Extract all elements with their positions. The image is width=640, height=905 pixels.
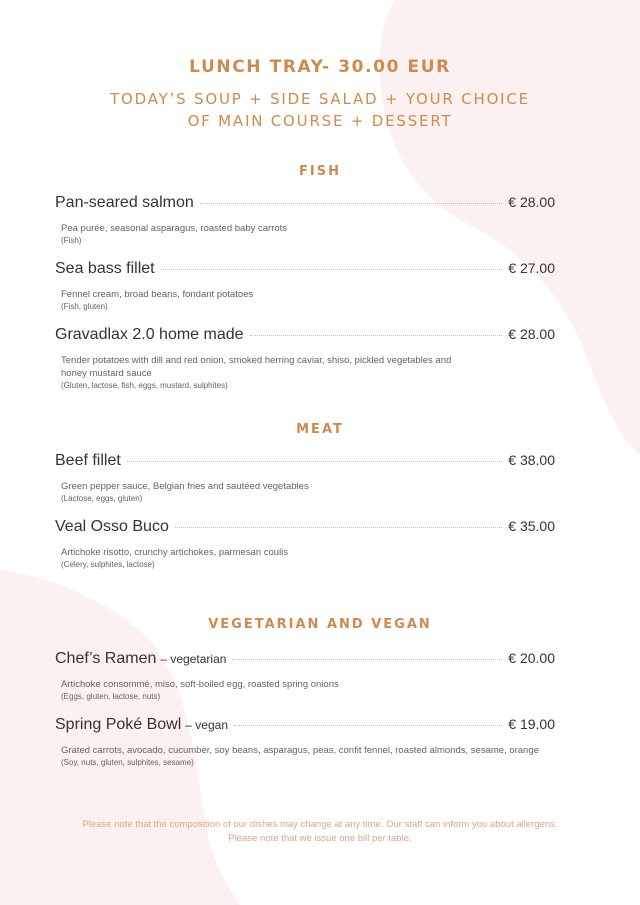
item-price: € 38.00: [508, 452, 555, 468]
subtitle-line-1: TODAY’S SOUP + SIDE SALAD + YOUR CHOICE: [110, 90, 530, 108]
section-title-meat: MEAT: [296, 422, 344, 437]
item-name: Sea bass fillet: [55, 260, 155, 277]
item-price: € 27.00: [508, 260, 555, 276]
menu-subtitle: [0, 88, 640, 132]
footer-note-line-1: Please note that the composition of our dishes may change at any time. Our staff can inform you about allergens.: [82, 819, 558, 830]
item-description: Pea purée, seasonal asparagus, roasted baby carrots: [61, 223, 288, 234]
section-title-fish: FISH: [299, 164, 341, 179]
item-description: Artichoke consommé, miso, soft-boiled egg, roasted spring onions: [61, 679, 339, 690]
item-allergens: (Fish): [61, 236, 82, 245]
item-name: Chef’s Ramen: [55, 650, 157, 667]
footer-note: [0, 818, 640, 846]
item-diet-tag: – vegan: [185, 718, 228, 732]
item-description: Grated carrots, avocado, cucumber, soy beans, asparagus, peas, confit fennel, roasted almonds, sesame, orange: [61, 745, 539, 756]
item-allergens: (Lactose, eggs, gluten): [61, 494, 143, 503]
menu-item: [55, 326, 555, 392]
menu-item: [55, 194, 555, 247]
menu-item: [55, 260, 555, 313]
item-price: € 20.00: [508, 650, 555, 666]
menu-item: [55, 716, 555, 769]
item-price: € 28.00: [508, 194, 555, 210]
dotted-leader: [232, 659, 502, 660]
menu-item: [55, 452, 555, 505]
item-diet-tag: – vegetarian: [160, 652, 227, 666]
subtitle-line-2: OF MAIN COURSE + DESSERT: [187, 112, 453, 130]
footer-note-line-2: Please note that we issue one bill per table.: [228, 833, 412, 844]
item-allergens: (Fish, gluten): [61, 302, 108, 311]
item-name: Beef fillet: [55, 452, 121, 469]
item-description: Artichoke risotto, crunchy artichokes, parmesan coulis: [61, 547, 289, 558]
item-name: Veal Osso Buco: [55, 518, 169, 535]
menu-title: LUNCH TRAY- 30.00 EUR: [189, 57, 451, 77]
item-description: Tender potatoes with dill and red onion, smoked herring caviar, shiso, pickled vegetables and honey mustard sauce: [61, 355, 452, 379]
menu-item: [55, 650, 555, 703]
item-description: Green pepper sauce, Belgian fries and sautéed vegetables: [61, 481, 309, 492]
item-allergens: (Eggs, gluten, lactose, nuts): [61, 692, 161, 701]
dotted-leader: [234, 725, 502, 726]
item-allergens: (Celery, sulphites, lactose): [61, 560, 155, 569]
item-name: Spring Poké Bowl: [55, 716, 182, 733]
item-name: Gravadlax 2.0 home made: [55, 326, 244, 343]
section-title-vegetarian-vegan: VEGETARIAN AND VEGAN: [208, 617, 432, 632]
item-description: Fennel cream, broad beans, fondant potatoes: [61, 289, 254, 300]
dotted-leader: [161, 269, 503, 270]
dotted-leader: [175, 527, 502, 528]
item-name: Pan-seared salmon: [55, 194, 194, 211]
item-price: € 35.00: [508, 518, 555, 534]
dotted-leader: [200, 203, 503, 204]
item-price: € 19.00: [508, 716, 555, 732]
dotted-leader: [250, 335, 503, 336]
item-price: € 28.00: [508, 326, 555, 342]
dotted-leader: [127, 461, 502, 462]
menu-item: [55, 518, 555, 571]
item-allergens: (Soy, nuts, gluten, sulphites, sesame): [61, 758, 194, 767]
item-allergens: (Gluten, lactose, fish, eggs, mustard, sulphites): [61, 381, 228, 390]
